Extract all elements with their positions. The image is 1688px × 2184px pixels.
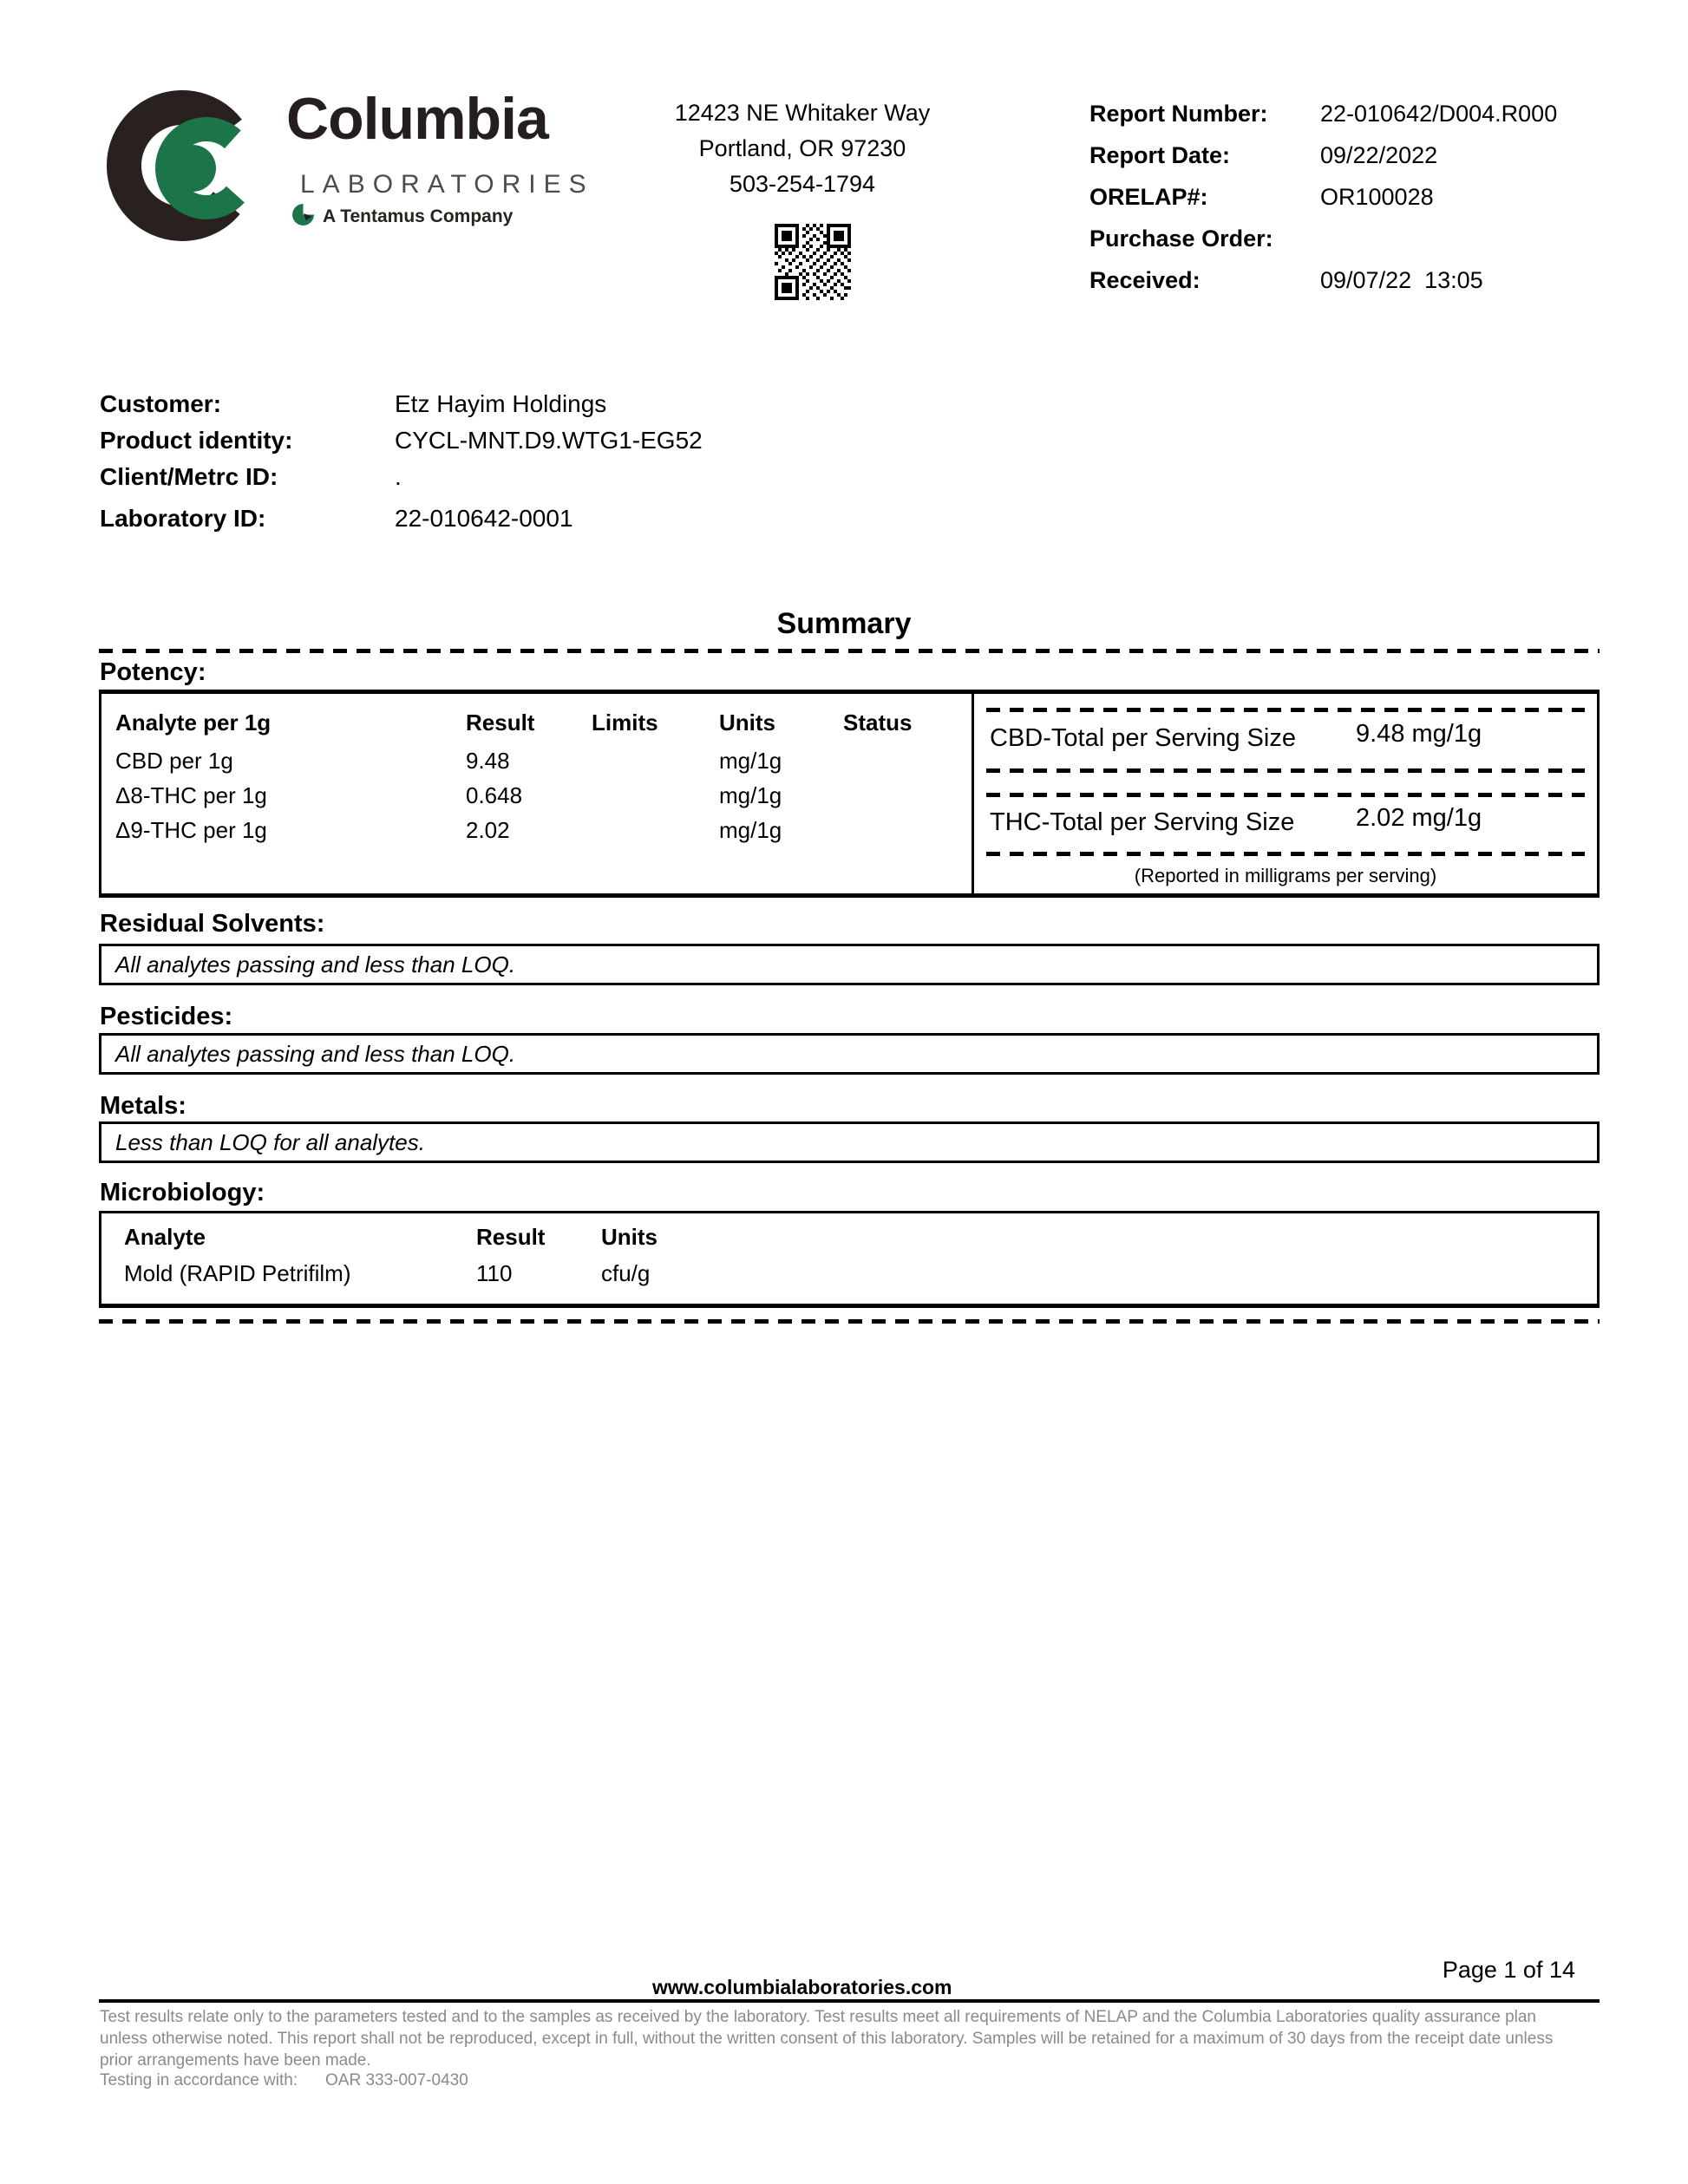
- table-row: [101, 748, 972, 775]
- accordance: [100, 2071, 967, 2094]
- serving-row: [974, 804, 1597, 840]
- report-info-row: [0, 226, 1688, 257]
- table-header-row: [101, 1224, 1597, 1252]
- potency-heading: Potency:: [100, 658, 206, 686]
- address-line: 12423 NE Whitaker Way: [674, 100, 931, 126]
- section-heading-microbiology: Microbiology:: [100, 1179, 265, 1206]
- brand-name: Columbia: [286, 86, 548, 152]
- analyte-cell: Δ9-THC per 1g: [115, 817, 267, 843]
- dashed-divider: [99, 649, 1600, 653]
- accordance-label: Testing in accordance with:: [100, 2071, 298, 2089]
- units-cell: mg/1g: [719, 748, 782, 774]
- serving-value: 9.48 mg/1g: [1356, 720, 1482, 748]
- serving-label: THC-Total per Serving Size: [990, 808, 1295, 836]
- microbiology-table: [99, 1211, 1600, 1308]
- address-line: Portland, OR 97230: [698, 135, 906, 161]
- table-row: [101, 1260, 1597, 1288]
- report-info-row: [0, 267, 1688, 298]
- disclaimer-line: prior arrangements have been made.: [100, 2051, 371, 2070]
- accordance-value: OAR 333-007-0430: [325, 2071, 468, 2089]
- address-line: 503-254-1794: [729, 171, 876, 197]
- potency-panel: [99, 690, 1600, 898]
- summary-title: Summary: [776, 607, 912, 640]
- dashed-divider: [99, 1319, 1600, 1324]
- report-info-row: [0, 184, 1688, 215]
- report-info-row: [0, 142, 1688, 173]
- info-label: Report Number:: [1089, 101, 1268, 127]
- column-header: Result: [476, 1224, 546, 1250]
- info-label: Laboratory ID:: [100, 505, 266, 532]
- customer-row: [0, 505, 1688, 536]
- table-header-row: [101, 709, 972, 737]
- info-value: 22-010642/D004.R000: [1320, 101, 1558, 127]
- info-label: Purchase Order:: [1089, 226, 1273, 252]
- section-result-pesticides: All analytes passing and less than LOQ.: [99, 1033, 1600, 1075]
- column-header: Result: [466, 709, 535, 736]
- dashed-divider: [986, 708, 1585, 712]
- serving-panel: [974, 694, 1597, 893]
- info-value: 22-010642-0001: [395, 505, 573, 532]
- brand-subtitle: LABORATORIES: [300, 170, 594, 199]
- analyte-cell: CBD per 1g: [115, 748, 233, 774]
- disclaimer-line: unless otherwise noted. This report shall not be reproduced, except in full, without the written consent of this laboratory. Samples will be retained for a maximum of 30 days from the receipt date unless: [100, 2030, 1554, 2048]
- footer-rule: [99, 1999, 1600, 2003]
- dashed-divider: [986, 793, 1585, 797]
- serving-note: (Reported in milligrams per serving): [1134, 865, 1437, 886]
- dashed-divider: [986, 852, 1585, 856]
- info-value: 09/07/22 13:05: [1320, 267, 1483, 293]
- column-header: Status: [843, 709, 913, 736]
- info-value: Etz Hayim Holdings: [395, 390, 607, 417]
- info-value: CYCL-MNT.D9.WTG1-EG52: [395, 427, 703, 454]
- column-header: Analyte: [124, 1224, 206, 1250]
- units-cell: cfu/g: [601, 1260, 651, 1286]
- section-result-residual-solvents: All analytes passing and less than LOQ.: [99, 944, 1600, 985]
- tagline-text: A Tentamus Company: [323, 206, 514, 226]
- units-cell: mg/1g: [719, 817, 782, 843]
- info-value: OR100028: [1320, 184, 1434, 210]
- info-label: Client/Metrc ID:: [100, 463, 278, 490]
- serving-label: CBD-Total per Serving Size: [990, 724, 1296, 752]
- section-result-metals: Less than LOQ for all analytes.: [99, 1121, 1600, 1163]
- info-label: Customer:: [100, 390, 222, 417]
- column-header: Units: [601, 1224, 658, 1250]
- info-value: 09/22/2022: [1320, 142, 1438, 168]
- table-row: [101, 782, 972, 810]
- disclaimer-line: Test results relate only to the parameters tested and to the samples as received by the laboratory. Test results meet all requirements of NELAP and the Columbia Laboratories quality assurance plan: [100, 2008, 1536, 2026]
- result-cell: 110: [476, 1260, 513, 1286]
- section-heading-residual-solvents: Residual Solvents:: [100, 910, 325, 938]
- result-cell: 2.02: [466, 817, 510, 843]
- analyte-cell: Mold (RAPID Petrifilm): [124, 1260, 351, 1286]
- serving-row: [974, 720, 1597, 755]
- customer-row: [0, 427, 1688, 458]
- info-label: ORELAP#:: [1089, 184, 1208, 210]
- disclaimer-text: [100, 2006, 1553, 2071]
- info-label: Product identity:: [100, 427, 293, 454]
- column-header: Analyte per 1g: [115, 709, 272, 736]
- website-link[interactable]: www.columbialaboratories.com: [652, 1976, 952, 1998]
- info-value: .: [395, 463, 402, 490]
- customer-row: [0, 463, 1688, 494]
- analyte-cell: Δ8-THC per 1g: [115, 782, 267, 808]
- dashed-divider: [986, 768, 1585, 773]
- column-header: Units: [719, 709, 775, 736]
- result-cell: 0.648: [466, 782, 523, 808]
- column-header: Limits: [592, 709, 658, 736]
- customer-row: [0, 390, 1688, 422]
- serving-value: 2.02 mg/1g: [1356, 804, 1482, 832]
- potency-table: [101, 694, 974, 893]
- info-label: Report Date:: [1089, 142, 1231, 168]
- units-cell: mg/1g: [719, 782, 782, 808]
- info-label: Received:: [1089, 267, 1201, 293]
- table-row: [101, 817, 972, 845]
- report-info-row: [0, 101, 1688, 132]
- page-number: Page 1 of 14: [1442, 1957, 1575, 1983]
- section-heading-metals: Metals:: [100, 1092, 186, 1120]
- result-cell: 9.48: [466, 748, 510, 774]
- section-heading-pesticides: Pesticides:: [100, 1003, 233, 1030]
